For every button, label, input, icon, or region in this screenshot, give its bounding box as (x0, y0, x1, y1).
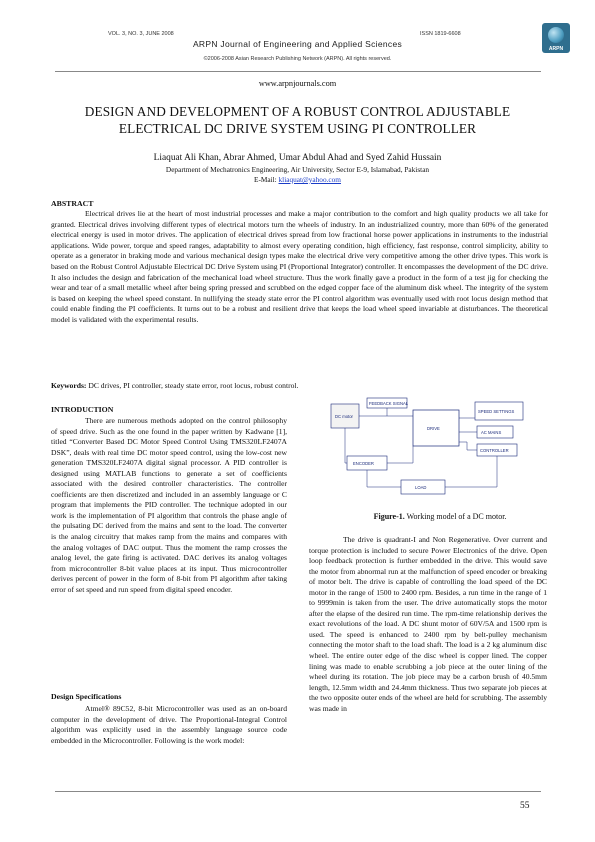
block-load: LOAD (415, 485, 427, 490)
title-line-1: DESIGN AND DEVELOPMENT OF A ROBUST CONTROL ADJUSTABLE (84, 104, 511, 119)
right-column-text: The drive is quadrant-I and Non Regenerative. Over current and torque protection is included to secure Power Electronics of the drive. Open loop feedback protection is further embedded in the drive. This would save the motor from abnormal run at the malfunction of speed encoder or breaking of motor belt. The drive is capable of controlling the load speed of the DC motor in the range of 1500 to 2400 rpm. Besides, a run time in the range of 1 to 9999min is taken from the user. The drive automatically stops the motor after the elapse of the desired run time. The rpm-time relationship derives the exact revolutions of the load. A DC shunt motor of 60V/5A and 1500 rpm is used. The speed is enhanced to 2400 rpm by belt-pulley mechanism connecting the motor shaft to the load shaft. The load is a 2 kg aluminum disc wheel. The entire outer edge of the disc wheel is copper lined. The copper lining was made to enable scrubbing a job piece at the outer lining of the wheel during its rotation. The job piece may be a carbon brush of 40.5mm length, 12.5mm width and 24.4mm thickness. Thus two separate job pieces at the two opposite outer ends of the wheel are held for scrubbing. The assembly was made in (309, 535, 547, 713)
design-heading: Design Specifications (51, 692, 122, 701)
journal-name: ARPN Journal of Engineering and Applied Sciences (192, 39, 403, 49)
copyright: ©2006-2008 Asian Research Publishing Network (ARPN). All rights reserved. (203, 56, 392, 62)
figure-caption-text: Working model of a DC motor. (404, 512, 507, 521)
globe-icon (548, 27, 564, 43)
figure-caption (327, 512, 553, 521)
keywords-text: DC drives, PI controller, steady state error, root locus, robust control. (86, 381, 299, 390)
paper-title (30, 103, 565, 137)
header-rule (55, 71, 541, 72)
page-number: 55 (520, 801, 530, 811)
block-speed-settings: SPEED SETTINGS (478, 409, 515, 414)
title-line-2: ELECTRICAL DC DRIVE SYSTEM USING PI CONTROLLER (118, 121, 477, 136)
authors: Liaquat Ali Khan, Abrar Ahmed, Umar Abdul Ahad and Syed Zahid Hussain (153, 153, 442, 163)
figure-1-diagram (327, 396, 553, 508)
footer-rule (55, 791, 541, 792)
block-feedback: FEEDBACK SIGNAL (369, 401, 409, 406)
abstract-heading: ABSTRACT (51, 199, 94, 208)
email-line (30, 175, 565, 185)
keywords-line (51, 381, 548, 392)
block-ac-mains: AC MAINS (481, 430, 502, 435)
email-link[interactable]: kliaquat@yahoo.com (278, 175, 341, 184)
block-controller: CONTROLLER (480, 448, 509, 453)
block-encoder: ENCODER (353, 461, 374, 466)
arpn-logo (542, 23, 570, 53)
block-drive: DRIVE (427, 426, 440, 431)
intro-text: There are numerous methods adopted on the control philosophy of speed drive. Such as the one found in the paper written by Kadwane [1], titled “Converter Based DC Motor Speed Control Using TMS320LF2407A DSK”, deals with real time DC motor speed control, using the low-cost new generation TMS320LF2407A digital signal processor. A PID controller is designed using MATLAB functions to generate a set of coefficients associated with the desired controller characteristics. The controller coefficients are then discretized and included in an assembly language or C program that implements the PID controller. The technique adopted in our work is the implementation of PI algorithm that controls the phase angle of the pulsating DC derived from the mains and sent to the load. The converter is the analog circuitry that makes ramp from the mains and compares with the analog voltages of DAC output. Thus the moment the ramp crosses the analog level, the gate firing is activated. DAC derives its analog voltages from microcontroller 8-bit value places at its input. Thus microcontroller derives percent of power in the form of 8-bit from PI algorithm after taking error of set speed and run speed from digital speed encoder. (51, 416, 287, 594)
logo-label: ARPN (548, 46, 564, 52)
figure-caption-label: Figure-1. (373, 512, 405, 521)
affiliation: Department of Mechatronics Engineering, Air University, Sector E-9, Islamabad, Pakistan (165, 165, 430, 174)
block-dc-motor: DC motor (335, 414, 353, 419)
email-label: E-Mail: (254, 175, 279, 184)
design-text: Atmel® 89C52, 8-bit Microcontroller was used as an on-board computer in the development of drive. The Proportional-Integral Control algorithm was explicitly used in the assembly language source code embedded in the Microcontroller. Following is the work model: (51, 704, 287, 745)
volume-info: VOL. 3, NO. 3, JUNE 2008 (108, 31, 174, 37)
website-link[interactable]: www.arpnjournals.com (258, 79, 337, 88)
abstract-text: Electrical drives lie at the heart of most industrial processes and make a major contribution to the comfort and high quality products we all take for granted. Electrical drives involving different types of electrical motors turn the wheels of industry. In an industrialized country, more than 60% of the generated electrical energy is used in motor drives. The application of electrical drives spread from low fractional horse power applications in instruments to the industrial applications. Wide power, torque and speed ranges, adaptability to almost every operating condition, high efficiency, fast response, control simplicity, ability to operate as a generator in braking mode and various mechanical design types make the electrical drive very competitive among the other drive types. This work is based on the Robust Control Adjustable Electrical DC Drive System using PI (Proportional Integrator) controller. It encompasses the development of the DC drive. It also includes the design and fabrication of the mechanical load wheel structure. Thus the work finally gave a product in the form of a test jig for checking the wear and tear of a small metallic wheel after being spring pressed and scrubbed on the edged copper face of the aluminum disk wheel. The integrity of the system is based on keeping the wheel speed constant. In nullifying the steady state error the PI control algorithm was eventually used with root locus design method that could enable finding the PI coefficients. It turns out to be a robust and resilient drive that keeps the load wheel speed invariable at disturbances. The theoretical model is validated with the experimental results. (51, 209, 548, 324)
keywords-label: Keywords: (51, 381, 87, 390)
intro-heading: INTRODUCTION (51, 405, 114, 414)
issn: ISSN 1819-6608 (420, 31, 461, 37)
